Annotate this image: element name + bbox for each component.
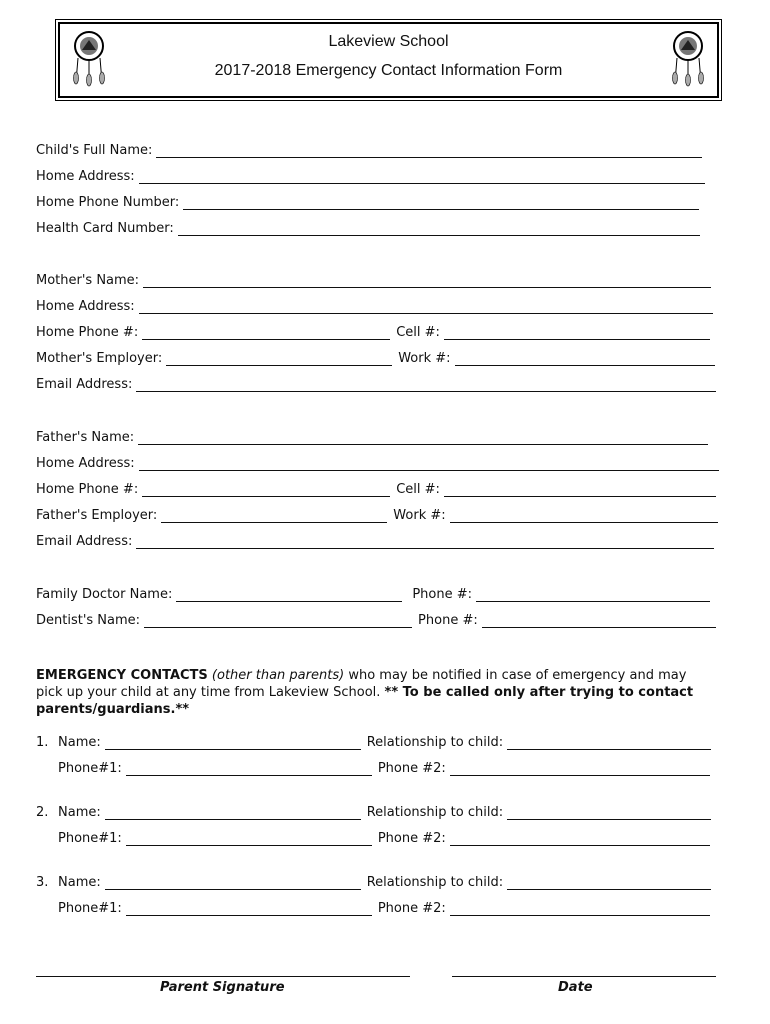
- child-phone-field[interactable]: [183, 197, 699, 210]
- mother-name-label: Mother's Name:: [36, 273, 140, 288]
- doctor-phone-label: Phone #:: [412, 587, 473, 602]
- dentist-field[interactable]: [144, 615, 412, 628]
- contact-1-name-label: Name:: [58, 735, 101, 750]
- father-name-label: Father's Name:: [36, 430, 135, 445]
- mother-email-field[interactable]: [136, 379, 716, 392]
- health-card-field[interactable]: [178, 223, 700, 236]
- emergency-qualifier: (other than parents): [211, 668, 345, 683]
- health-card-row: [36, 221, 700, 236]
- mother-employer-field[interactable]: [166, 353, 392, 366]
- contact-2-phone1-label: Phone#1:: [58, 831, 122, 846]
- mother-phone-field[interactable]: [142, 327, 390, 340]
- father-employer-row: [36, 508, 718, 523]
- child-address-label: Home Address:: [36, 169, 135, 184]
- father-address-field[interactable]: [139, 458, 719, 471]
- contact-3-relationship-label: Relationship to child:: [366, 875, 504, 890]
- contact-1-phone2-label: Phone #2:: [377, 761, 446, 776]
- contact-3-number: 3.: [36, 875, 49, 890]
- contact-1-phone1-label: Phone#1:: [58, 761, 122, 776]
- contact-2-relationship-label: Relationship to child:: [366, 805, 504, 820]
- mother-employer-row: [36, 351, 715, 366]
- mother-phone-label: Home Phone #:: [36, 325, 139, 340]
- dentist-label: Dentist's Name:: [36, 613, 141, 628]
- contact-3-phone2-label: Phone #2:: [377, 901, 446, 916]
- date-line[interactable]: [452, 976, 716, 977]
- child-name-label: Child's Full Name:: [36, 143, 153, 158]
- contact-3-name-label: Name:: [58, 875, 101, 890]
- father-email-label: Email Address:: [36, 534, 133, 549]
- child-name-row: [36, 143, 702, 158]
- mother-phone-row: [36, 325, 710, 340]
- contact-1-name-row: [36, 735, 711, 750]
- father-address-row: [36, 456, 719, 471]
- school-name: Lakeview School: [328, 33, 449, 50]
- parent-signature-label: Parent Signature: [160, 980, 285, 995]
- doctor-label: Family Doctor Name:: [36, 587, 173, 602]
- mother-employer-label: Mother's Employer:: [36, 351, 163, 366]
- child-address-row: [36, 169, 705, 184]
- contact-1-relationship-field[interactable]: [507, 737, 711, 750]
- father-email-field[interactable]: [136, 536, 714, 549]
- mother-address-field[interactable]: [139, 301, 713, 314]
- child-name-field[interactable]: [156, 145, 702, 158]
- contact-1-phone1-field[interactable]: [126, 763, 372, 776]
- dentist-phone-label: Phone #:: [418, 613, 478, 628]
- father-address-label: Home Address:: [36, 456, 135, 471]
- father-email-row: [36, 534, 714, 549]
- father-name-row: [36, 430, 708, 445]
- emergency-text: who may be notified in case of emergency and may pick up your child at any time from Lakeview School.: [36, 668, 687, 700]
- father-name-field[interactable]: [138, 432, 708, 445]
- father-phone-label: Home Phone #:: [36, 482, 139, 497]
- father-employer-field[interactable]: [161, 510, 387, 523]
- child-phone-label: Home Phone Number:: [36, 195, 180, 210]
- father-cell-field[interactable]: [444, 484, 716, 497]
- contact-2-phone2-label: Phone #2:: [377, 831, 446, 846]
- contact-2-name-field[interactable]: [105, 807, 361, 820]
- contact-2-name-label: Name:: [58, 805, 101, 820]
- contact-3-phone-row: [58, 901, 710, 916]
- contact-3-relationship-field[interactable]: [507, 877, 711, 890]
- mother-email-row: [36, 377, 716, 392]
- form-header: [58, 22, 719, 98]
- contact-2-relationship-field[interactable]: [507, 807, 711, 820]
- emergency-heading: EMERGENCY CONTACTS: [36, 668, 208, 683]
- contact-1-phone-row: [58, 761, 710, 776]
- contact-2-phone-row: [58, 831, 710, 846]
- parent-signature-line[interactable]: [36, 976, 410, 977]
- father-cell-label: Cell #:: [396, 482, 440, 497]
- contact-3-phone1-field[interactable]: [126, 903, 372, 916]
- mother-cell-label: Cell #:: [396, 325, 440, 340]
- mother-cell-field[interactable]: [444, 327, 710, 340]
- father-phone-row: [36, 482, 716, 497]
- doctor-phone-field[interactable]: [476, 589, 710, 602]
- contact-2-phone2-field[interactable]: [450, 833, 710, 846]
- contact-3-phone1-label: Phone#1:: [58, 901, 122, 916]
- contact-1-relationship-label: Relationship to child:: [366, 735, 504, 750]
- dentist-phone-field[interactable]: [482, 615, 716, 628]
- father-phone-field[interactable]: [142, 484, 390, 497]
- contact-3-phone2-field[interactable]: [450, 903, 710, 916]
- mother-address-label: Home Address:: [36, 299, 135, 314]
- contact-2-phone1-field[interactable]: [126, 833, 372, 846]
- contact-1-phone2-field[interactable]: [450, 763, 710, 776]
- contact-3-name-row: [36, 875, 711, 890]
- mother-name-row: [36, 273, 711, 288]
- dentist-row: [36, 613, 716, 628]
- contact-1-name-field[interactable]: [105, 737, 361, 750]
- health-card-label: Health Card Number:: [36, 221, 174, 236]
- mother-name-field[interactable]: [143, 275, 711, 288]
- mother-work-label: Work #:: [398, 351, 451, 366]
- child-phone-row: [36, 195, 699, 210]
- date-label: Date: [558, 980, 593, 995]
- doctor-row: [36, 587, 710, 602]
- father-work-label: Work #:: [393, 508, 446, 523]
- child-address-field[interactable]: [139, 171, 705, 184]
- doctor-field[interactable]: [176, 589, 402, 602]
- father-employer-label: Father's Employer:: [36, 508, 158, 523]
- contact-2-name-row: [36, 805, 711, 820]
- contact-2-number: 2.: [36, 805, 49, 820]
- contact-3-name-field[interactable]: [105, 877, 361, 890]
- emergency-note: ** To be called only after trying to contact parents/guardians.**: [36, 685, 694, 717]
- mother-work-field[interactable]: [455, 353, 715, 366]
- form-title: 2017-2018 Emergency Contact Information Form: [214, 62, 563, 79]
- mother-address-row: [36, 299, 713, 314]
- father-work-field[interactable]: [450, 510, 718, 523]
- emergency-instructions: [36, 667, 716, 718]
- mother-email-label: Email Address:: [36, 377, 133, 392]
- dreamcatcher-logo-right: [667, 30, 709, 88]
- contact-1-number: 1.: [36, 735, 49, 750]
